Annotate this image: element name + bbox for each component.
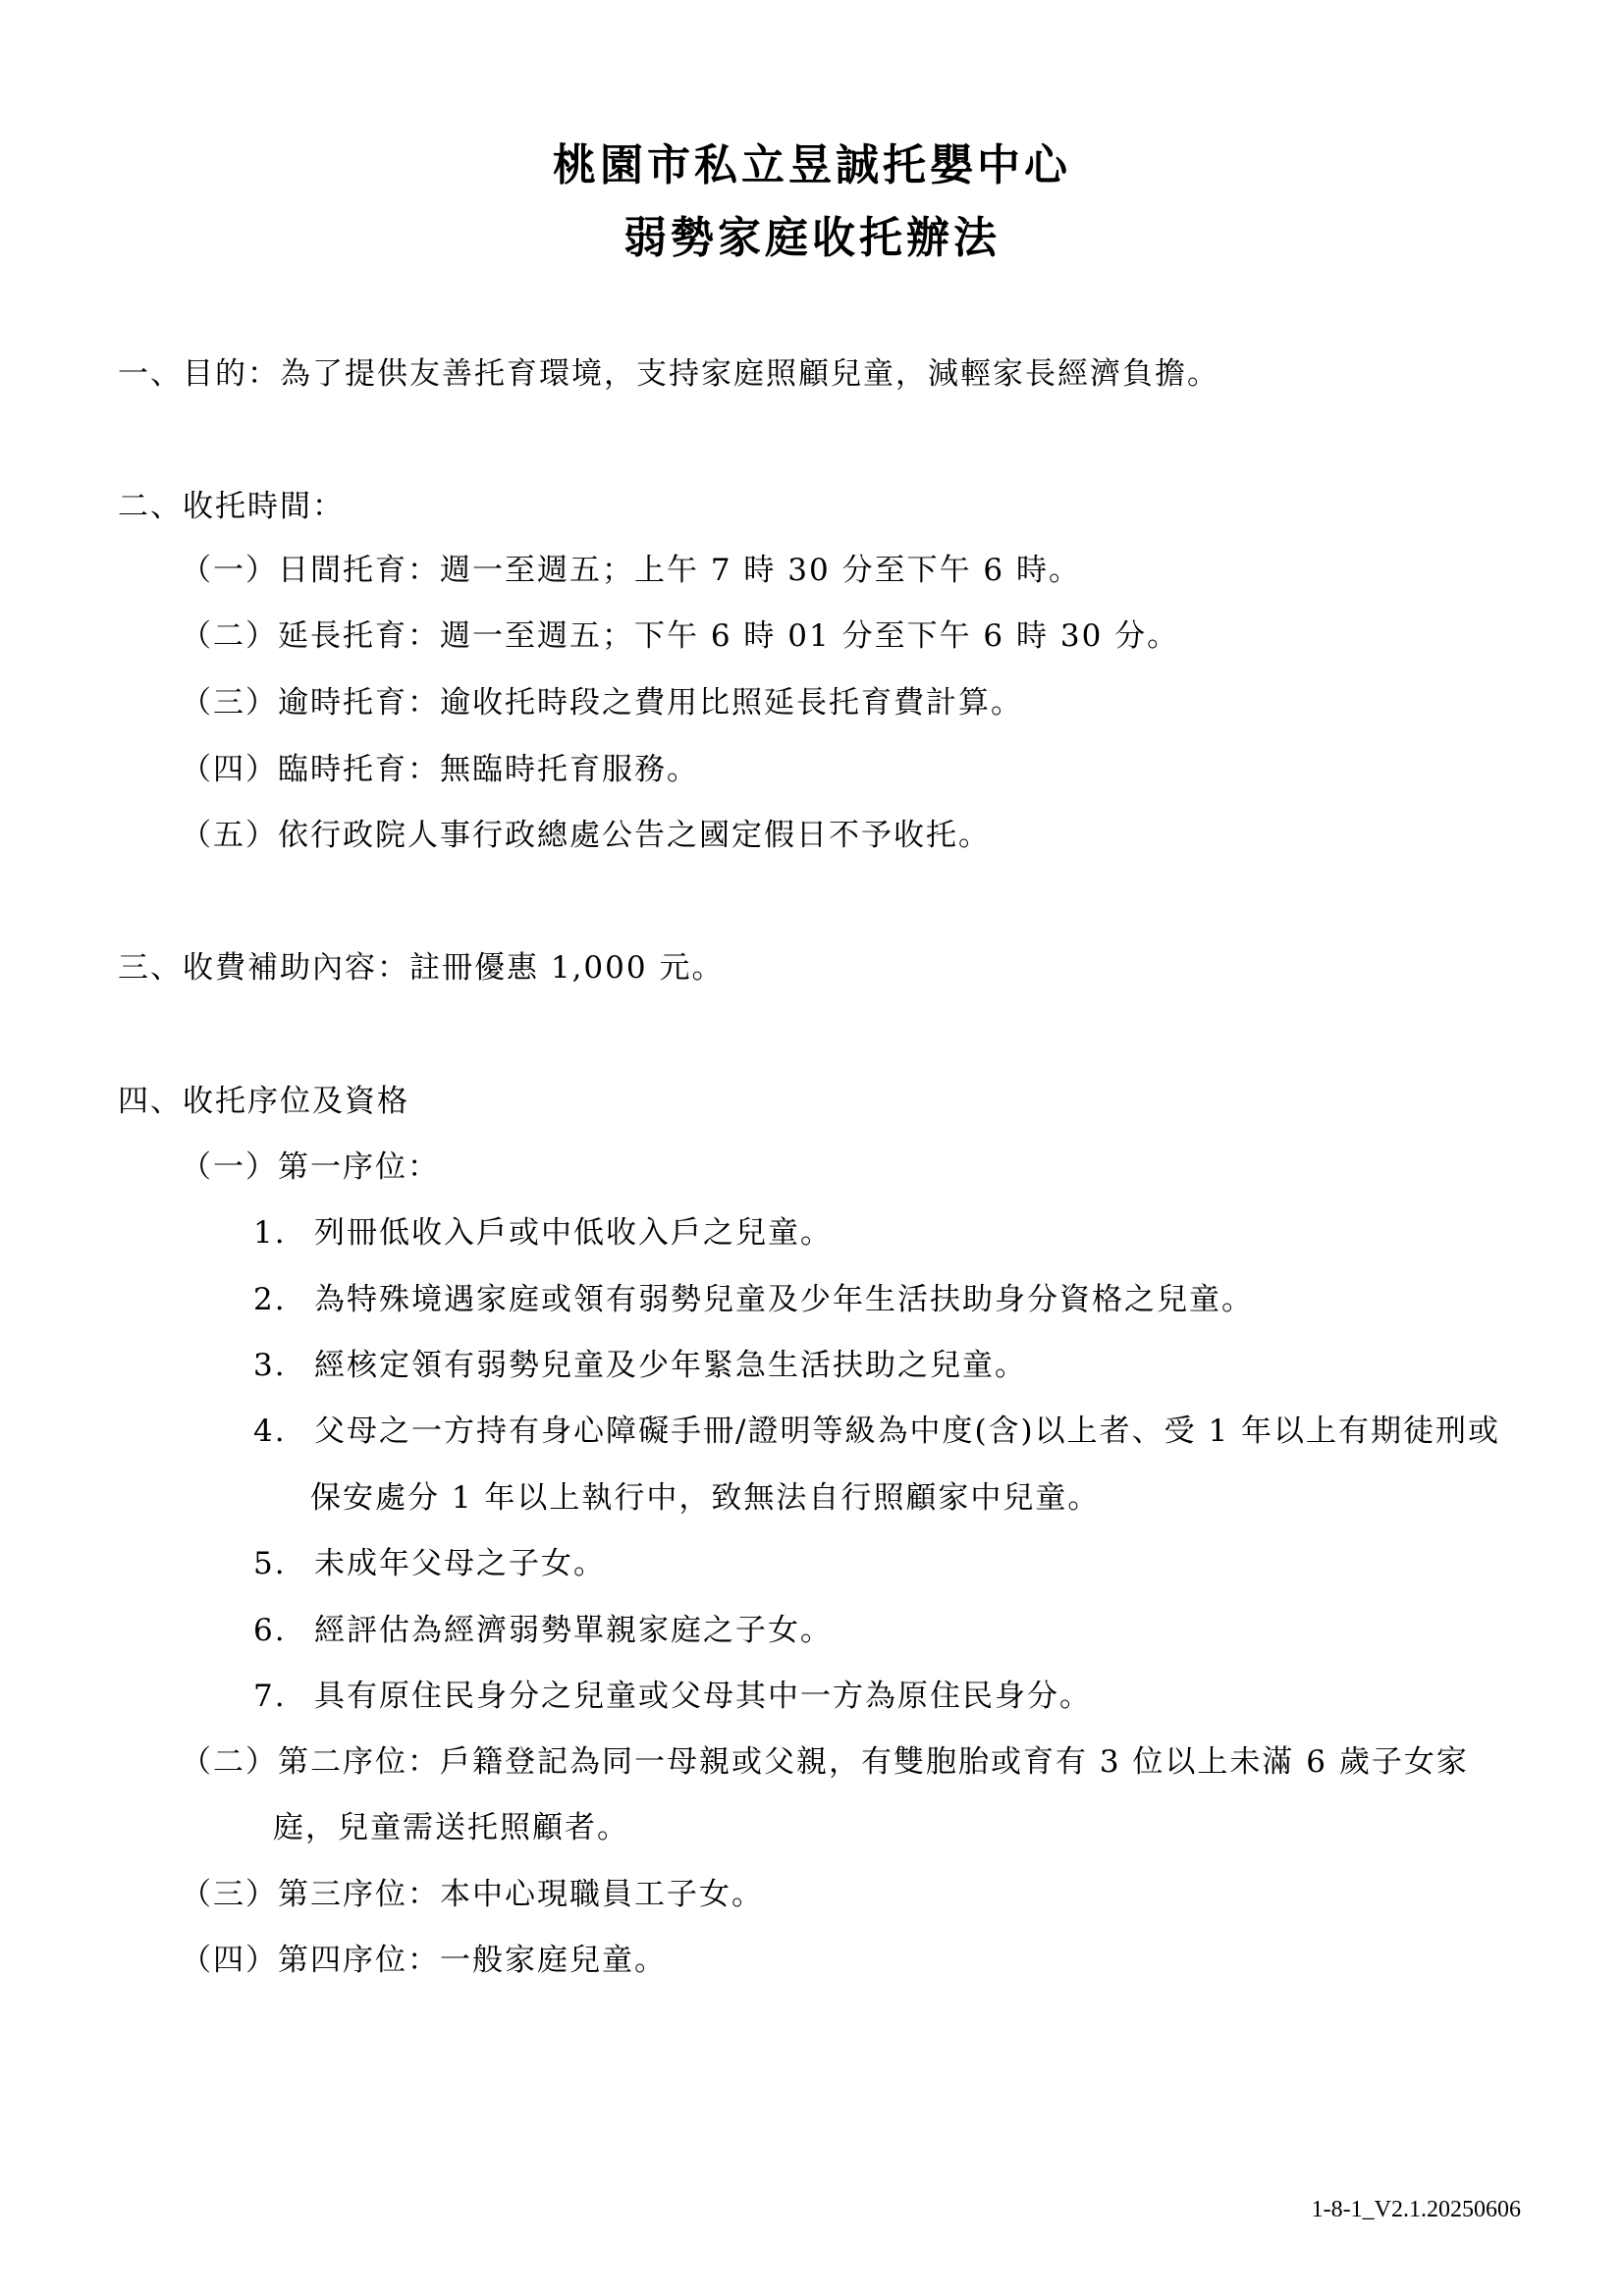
priority4: （四）第四序位：一般家庭兒童。: [181, 1943, 667, 1978]
priority2-continuation: 庭，兒童需送托照顧者。: [273, 1810, 629, 1845]
document-subtitle: 弱勢家庭收托辦法: [623, 213, 1001, 263]
list-item-text: 經核定領有弱勢兒童及少年緊急生活扶助之兒童。: [314, 1348, 1027, 1383]
section-purpose: 一、目的：為了提供友善托育環境，支持家庭照顧兒童，減輕家長經濟負擔。: [118, 356, 1219, 392]
list-item-text: 具有原住民身分之兒童或父母其中一方為原住民身分。: [314, 1679, 1092, 1714]
list-item-number: 3.: [253, 1348, 287, 1383]
document-title: 桃園市私立昱誠托嬰中心: [553, 140, 1071, 190]
section-hours-heading: 二、收托時間：: [118, 489, 345, 524]
list-item-text: 父母之一方持有身心障礙手冊/證明等級為中度(含)以上者、受 1 年以上有期徒刑或: [314, 1414, 1501, 1449]
list-item: [253, 1346, 1027, 1385]
priority1-label: （一）第一序位：: [181, 1149, 440, 1185]
list-item-number: 6.: [253, 1613, 287, 1648]
list-item-number: 5.: [253, 1546, 287, 1581]
section-priority-heading: 四、收托序位及資格: [118, 1084, 409, 1119]
list-item-number: 4.: [253, 1414, 287, 1449]
hours-item-extended: （二）延長托育：週一至週五；下午 6 時 01 分至下午 6 時 30 分。: [181, 618, 1180, 654]
list-item-continuation: 保安處分 1 年以上執行中，致無法自行照顧家中兒童。: [310, 1480, 1101, 1516]
list-item-text: 經評估為經濟弱勢單親家庭之子女。: [314, 1613, 833, 1648]
list-item: [253, 1213, 833, 1253]
list-item: [253, 1677, 1092, 1716]
hours-item-holidays: （五）依行政院人事行政總處公告之國定假日不予收托。: [181, 818, 991, 853]
list-item-number: 1.: [253, 1215, 287, 1251]
list-item: [253, 1611, 833, 1650]
list-item-text: 列冊低收入戶或中低收入戶之兒童。: [314, 1215, 833, 1251]
priority2: （二）第二序位：戶籍登記為同一母親或父親，有雙胞胎或育有 3 位以上未滿 6 歲子女家: [181, 1744, 1469, 1780]
hours-item-temporary: （四）臨時托育：無臨時托育服務。: [181, 752, 699, 787]
list-item-text: 為特殊境遇家庭或領有弱勢兒童及少年生活扶助身分資格之兒童。: [314, 1282, 1254, 1317]
section-subsidy: 三、收費補助內容：註冊優惠 1,000 元。: [118, 950, 725, 986]
list-item: [253, 1544, 606, 1583]
priority3: （三）第三序位：本中心現職員工子女。: [181, 1877, 764, 1912]
hours-item-overtime: （三）逾時托育：逾收托時段之費用比照延長托育費計算。: [181, 685, 1023, 721]
list-item: [253, 1280, 1254, 1319]
document-footer-code: 1-8-1_V2.1.20250606: [1311, 2197, 1521, 2222]
list-item-number: 7.: [253, 1679, 287, 1714]
list-item: [253, 1412, 1500, 1451]
list-item-number: 2.: [253, 1282, 287, 1317]
list-item-text: 未成年父母之子女。: [314, 1546, 606, 1581]
hours-item-day: （一）日間托育：週一至週五；上午 7 時 30 分至下午 6 時。: [181, 553, 1082, 588]
